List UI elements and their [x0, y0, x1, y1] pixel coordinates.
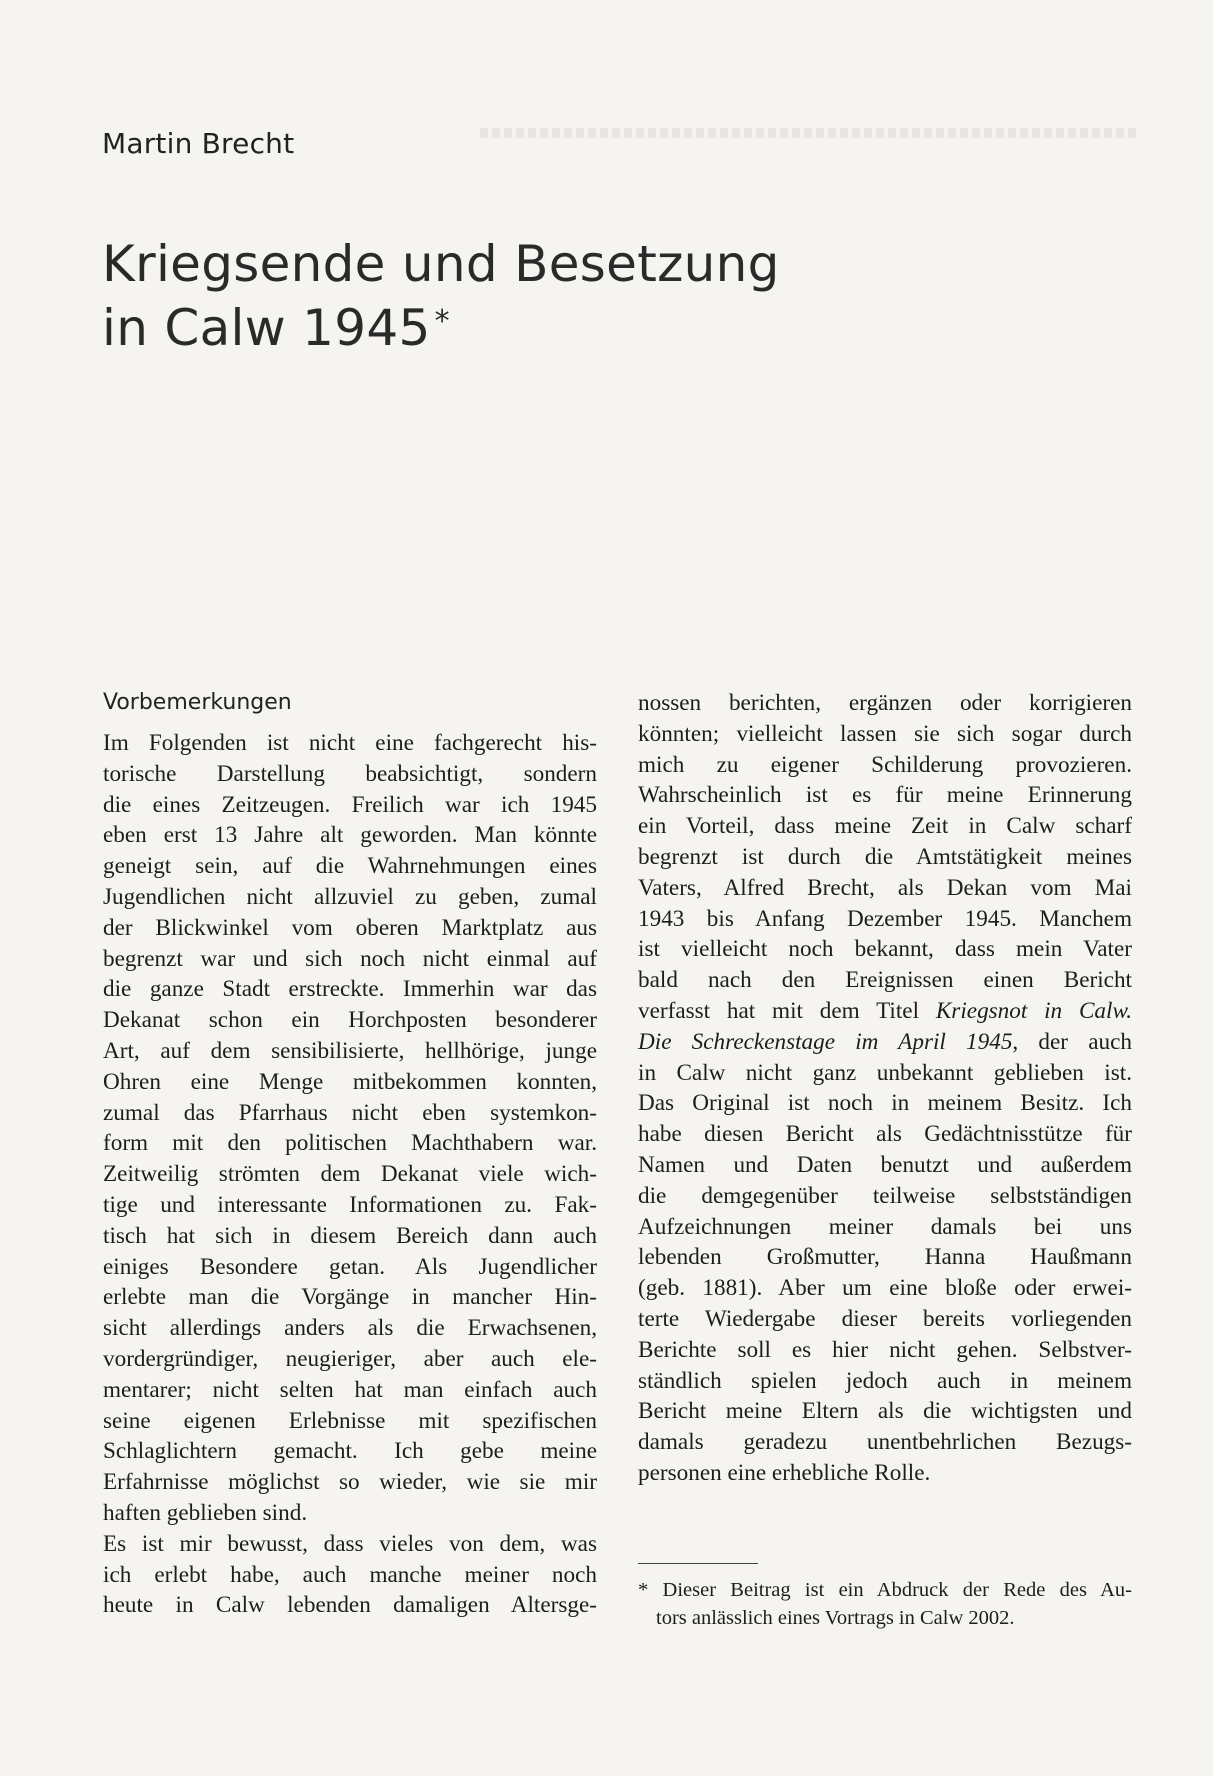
text-line: Wahrscheinlich ist es für meine Erinnerung — [638, 782, 1132, 809]
text-line: (geb. 1881). Aber um eine bloße oder erwei- — [638, 1275, 1132, 1302]
show-through-header — [480, 128, 1140, 138]
text-line: Zeitweilig strömten dem Dekanat viele wich- — [103, 1161, 597, 1188]
title-line-2 — [102, 296, 780, 360]
text-line: Im Folgenden ist nicht eine fachgerecht his- — [103, 730, 597, 756]
text-segment: , der auch — [1012, 1028, 1132, 1055]
right-column — [638, 688, 1132, 1489]
text-line: ständlich spielen jedoch auch in meinem — [638, 1367, 1132, 1394]
text-line: in Calw nicht ganz unbekannt geblieben ist. — [638, 1059, 1132, 1086]
text-line: Erfahrnisse möglichst so wieder, wie sie mir — [103, 1469, 597, 1496]
text-line: geneigt sein, auf die Wahrnehmungen eines — [103, 853, 597, 880]
footnote-divider — [638, 1563, 758, 1564]
text-line: seine eigenen Erlebnisse mit spezifischen — [103, 1407, 597, 1434]
text-line: Dekanat schon ein Horchposten besonderer — [103, 1007, 597, 1034]
left-column — [103, 688, 597, 1621]
text-line: personen eine erhebliche Rolle. — [638, 1459, 931, 1486]
text-line: eben erst 13 Jahre alt geworden. Man könnte — [103, 822, 597, 849]
text-line: haften geblieben sind. — [103, 1499, 308, 1526]
text-line: form mit den politischen Machthabern war. — [103, 1130, 597, 1157]
text-line: vordergründiger, neugieriger, aber auch ele- — [103, 1345, 597, 1372]
text-line: terte Wiedergabe dieser bereits vorliegenden — [638, 1305, 1132, 1332]
text-line: die eines Zeitzeugen. Freilich war ich 1945 — [103, 791, 597, 818]
text-line: erlebte man die Vorgänge in mancher Hin- — [103, 1284, 597, 1311]
text-line: Bericht meine Eltern als die wichtigsten und — [638, 1398, 1132, 1425]
text-line: die demgegenüber teilweise selbstständigen — [638, 1182, 1132, 1209]
text-line: heute in Calw lebenden damaligen Altersge- — [103, 1592, 597, 1619]
article-title — [102, 232, 780, 360]
text-line: lebenden Großmutter, Hanna Haußmann — [638, 1244, 1132, 1271]
text-line: damals geradezu unentbehrlichen Bezugs- — [638, 1429, 1132, 1456]
title-footnote-mark: * — [434, 304, 450, 339]
text-line: Jugendlichen nicht allzuviel zu geben, zumal — [103, 883, 597, 910]
italic-title-part2: Die Schreckenstage im April 1945 — [638, 1028, 1013, 1055]
text-line-with-italic — [638, 1027, 1132, 1058]
text-line: Berichte soll es hier nicht gehen. Selbstver- — [638, 1336, 1132, 1363]
italic-title-part1: Kriegsnot in Calw. — [935, 997, 1132, 1024]
text-line: Das Original ist noch in meinem Besitz. Ich — [638, 1090, 1132, 1117]
text-line: einiges Besondere getan. Als Jugendlicher — [103, 1253, 597, 1280]
text-line: zumal das Pfarrhaus nicht eben systemkon- — [103, 1099, 597, 1126]
text-line: ein Vorteil, dass meine Zeit in Calw scharf — [638, 813, 1132, 840]
text-line: sicht allerdings anders als die Erwachsenen, — [103, 1315, 597, 1342]
text-line: ich erlebt habe, auch manche meiner noch — [103, 1561, 597, 1588]
text-line: bald nach den Ereignissen einen Bericht — [638, 967, 1132, 994]
footnote — [638, 1576, 1132, 1632]
text-line: torische Darstellung beabsichtigt, sondern — [103, 760, 597, 787]
footnote-line-2: tors anlässlich eines Vortrags in Calw 2002. — [656, 1607, 1015, 1629]
title-line-2-text: in Calw 1945 — [102, 299, 431, 357]
text-line-with-italic — [638, 996, 1132, 1027]
text-line: begrenzt war und sich noch nicht einmal auf — [103, 945, 597, 972]
text-line: habe diesen Bericht als Gedächtnisstütze für — [638, 1121, 1132, 1148]
author-name: Martin Brecht — [102, 127, 295, 160]
text-line: ist vielleicht noch bekannt, dass mein Vater — [638, 936, 1132, 963]
text-line: Es ist mir bewusst, dass vieles von dem, was — [103, 1530, 597, 1557]
text-line: mentarer; nicht selten hat man einfach auch — [103, 1376, 597, 1403]
text-line: tisch hat sich in diesem Bereich dann auch — [103, 1222, 597, 1249]
text-line: Ohren eine Menge mitbekommen konnten, — [103, 1068, 597, 1095]
text-line: nossen berichten, ergänzen oder korrigieren — [638, 690, 1132, 716]
text-line: die ganze Stadt erstreckte. Immerhin war das — [103, 976, 597, 1003]
section-heading: Vorbemerkungen — [103, 690, 292, 715]
text-line: 1943 bis Anfang Dezember 1945. Manchem — [638, 905, 1132, 932]
text-segment: verfasst hat mit dem Titel — [638, 997, 936, 1024]
text-line: begrenzt ist durch die Amtstätigkeit meines — [638, 843, 1132, 870]
text-line: der Blickwinkel vom oberen Marktplatz aus — [103, 914, 597, 941]
text-line: könnten; vielleicht lassen sie sich sogar durch — [638, 720, 1132, 747]
text-line: mich zu eigener Schilderung provozieren. — [638, 751, 1132, 778]
text-line: Aufzeichnungen meiner damals bei uns — [638, 1213, 1132, 1240]
title-line-1: Kriegsende und Besetzung — [102, 235, 780, 293]
text-line: Vaters, Alfred Brecht, als Dekan vom Mai — [638, 874, 1132, 901]
footnote-line-1: * Dieser Beitrag ist ein Abdruck der Rede des Au- — [638, 1579, 1132, 1601]
text-line: tige und interessante Informationen zu. Fak- — [103, 1191, 597, 1218]
text-line: Schlaglichtern gemacht. Ich gebe meine — [103, 1438, 597, 1465]
text-line: Namen und Daten benutzt und außerdem — [638, 1151, 1132, 1178]
text-line: Art, auf dem sensibilisierte, hellhörige, junge — [103, 1037, 597, 1064]
